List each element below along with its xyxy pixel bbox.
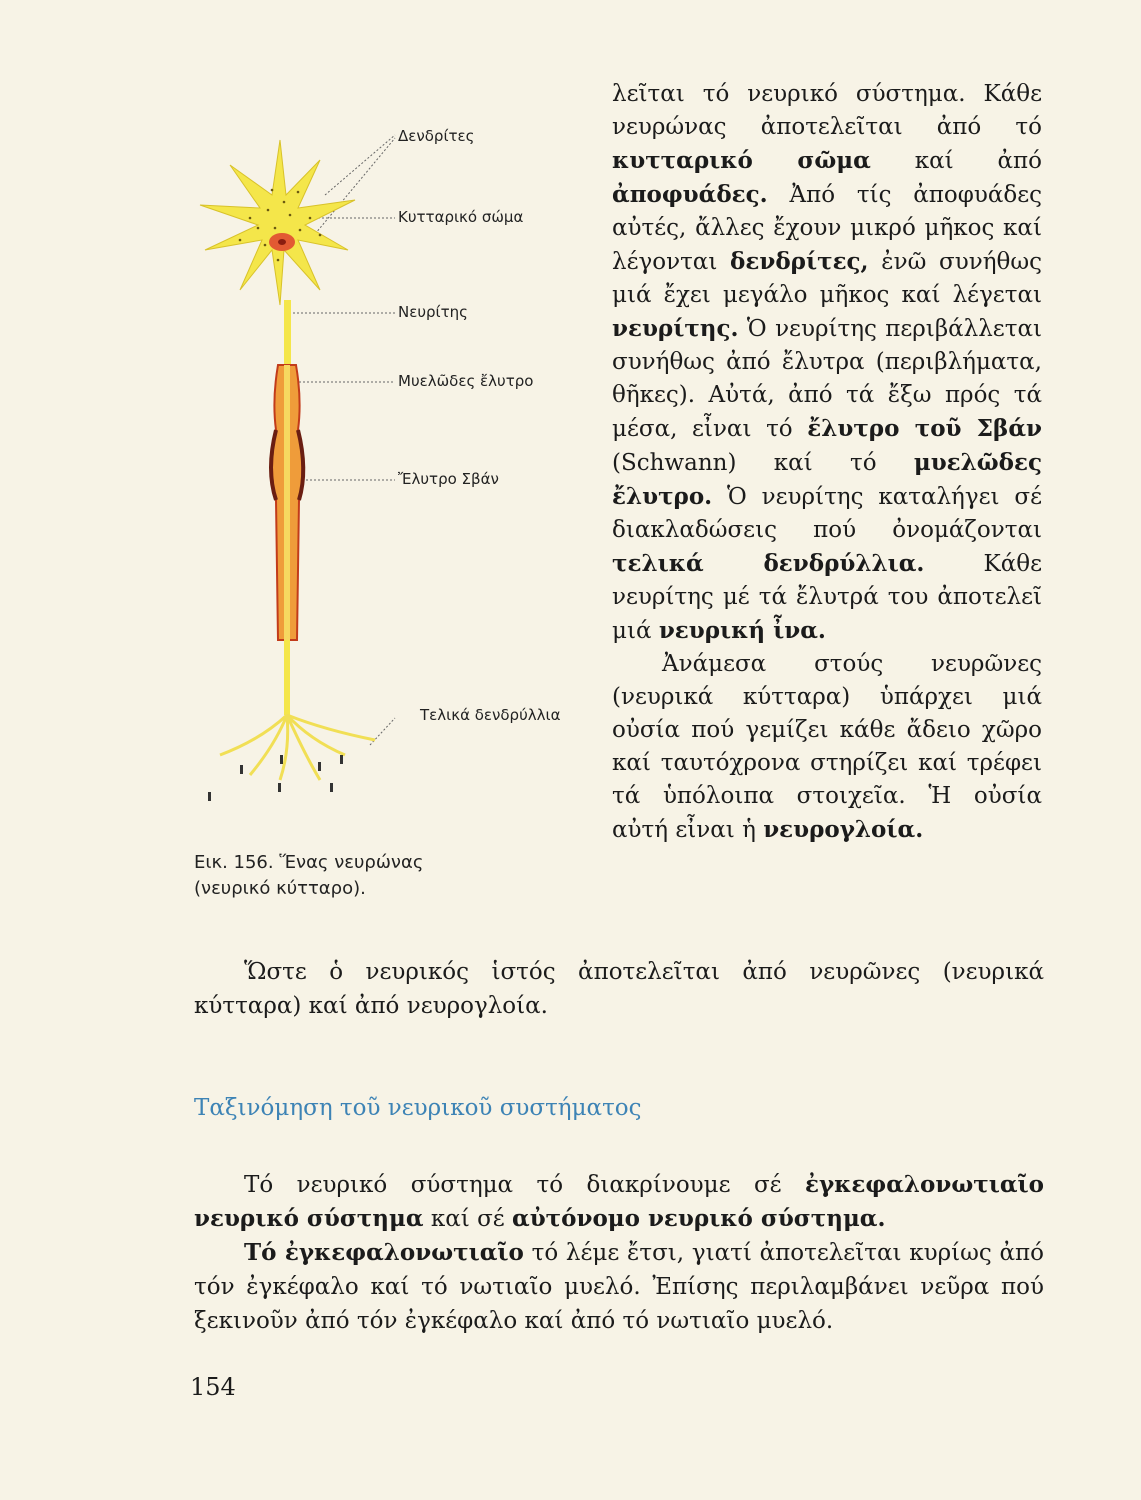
- text-run: Ἀνάμεσα στούς νευρῶνες (νευρικά κύτταρα) ὑπάρχει μιά οὐσία πού γεμίζει κάθε ἄδειο χῶρο καί ταυτόχρονα στηρίζει καί τρέφει τά ὑπόλοιπα στοιχεῖα. Ἡ οὐσία αὐτή εἶναι ἡ: [612, 651, 1042, 843]
- bold-term: ἐγκεφαλονωτιαῖο νευρικό σύστημα: [194, 1171, 1044, 1232]
- label-terminals: Τελικά δενδρύλλια: [420, 706, 561, 724]
- summary-block: [194, 955, 1044, 1023]
- text-run: Ὁ νευρίτης περιβάλλεται συνήθως ἀπό ἔλυτρα (περιβλήματα, θῆκες). Αὐτά, ἀπό τά ἔξω πρός τά μέσα, εἶναι τό: [612, 316, 1042, 442]
- page-number: 154: [190, 1373, 236, 1401]
- neuron-figure: [180, 100, 600, 920]
- caption-line-1: Εικ. 156. Ἕνας νευρώνας: [194, 852, 424, 873]
- bold-term: τελικά δενδρύλλια.: [612, 550, 925, 577]
- bold-term: Τό ἐγκεφαλονωτιαῖο: [244, 1239, 524, 1266]
- label-dendrites: Δενδρίτες: [398, 127, 475, 145]
- bold-term: ἀποφυάδες.: [612, 181, 768, 208]
- column-paragraph-1: [612, 78, 1042, 648]
- text-run: Ὁ νευρίτης καταλήγει σέ διακλαδώσεις πού ὀνομάζονται: [612, 484, 1042, 543]
- section-paragraph-2: [194, 1236, 1044, 1338]
- bold-term: μυελῶδες ἔλυτρο.: [612, 449, 1042, 510]
- text-run: Τό νευρικό σύστημα τό διακρίνουμε σέ: [244, 1172, 805, 1198]
- bold-term: ἔλυτρο τοῦ Σβάν: [807, 415, 1042, 442]
- text-run: (Schwann) καί τό: [612, 450, 914, 476]
- bold-term: κυτταρικό σῶμα: [612, 147, 871, 174]
- text-run: καί σέ: [423, 1206, 513, 1232]
- label-myelin: Μυελῶδες ἔλυτρο: [398, 372, 534, 390]
- text-run: Κάθε νευρίτης μέ τά ἔλυτρά του ἀποτελεῖ μιά: [612, 551, 1042, 644]
- neuron-illustration: [180, 100, 600, 840]
- bold-term: νευρίτης.: [612, 315, 739, 342]
- text-run: Ἀπό τίς ἀποφυάδες αὐτές, ἄλλες ἔχουν μικρό μῆκος καί λέγονται: [612, 182, 1042, 275]
- bold-term: δενδρίτες,: [730, 248, 869, 275]
- label-schwann: Ἔλυτρο Σβάν: [398, 470, 499, 488]
- summary-paragraph: Ὥστε ὁ νευρικός ἱστός ἀποτελεῖται ἀπό νευρῶνες (νευρικά κύτταρα) καί ἀπό νευρογλοία.: [194, 959, 1044, 1019]
- text-run: λεῖται τό νευρικό σύστημα. Κάθε νευρώνας ἀποτελεῖται ἀπό τό: [612, 81, 1042, 140]
- bold-term: νευρογλοία.: [763, 816, 924, 843]
- label-axon: Νευρίτης: [398, 303, 468, 321]
- bold-term: νευρική ἶνα.: [658, 617, 826, 644]
- bold-term: αὐτόνομο νευρικό σύστημα.: [512, 1205, 886, 1232]
- figure-caption: [194, 850, 474, 902]
- label-cell-body: Κυτταρικό σώμα: [398, 208, 524, 226]
- caption-line-2: (νευρικό κύτταρο).: [194, 878, 366, 899]
- section-body: [194, 1168, 1044, 1338]
- section-paragraph-1: [194, 1168, 1044, 1236]
- text-run: καί ἀπό: [870, 148, 1042, 174]
- text-run: ἐνῶ συνήθως μιά ἔχει μεγάλο μῆκος καί λέγεται: [612, 249, 1042, 308]
- cell-body: [200, 140, 355, 305]
- text-run: τό λέμε ἔτσι, γιατί ἀποτελεῖται κυρίως ἀπό τόν ἐγκέφαλο καί τό νωτιαῖο μυελό. Ἐπίσης περιλαμβάνει νεῦρα πού ξεκινοῦν ἀπό τόν ἐγκέφαλο καί ἀπό τό νωτιαῖο μυελό.: [194, 1240, 1045, 1334]
- text-column: [612, 78, 1042, 847]
- section-heading: Ταξινόμηση τοῦ νευρικοῦ συστήματος: [194, 1095, 642, 1121]
- column-paragraph-2: [612, 648, 1042, 847]
